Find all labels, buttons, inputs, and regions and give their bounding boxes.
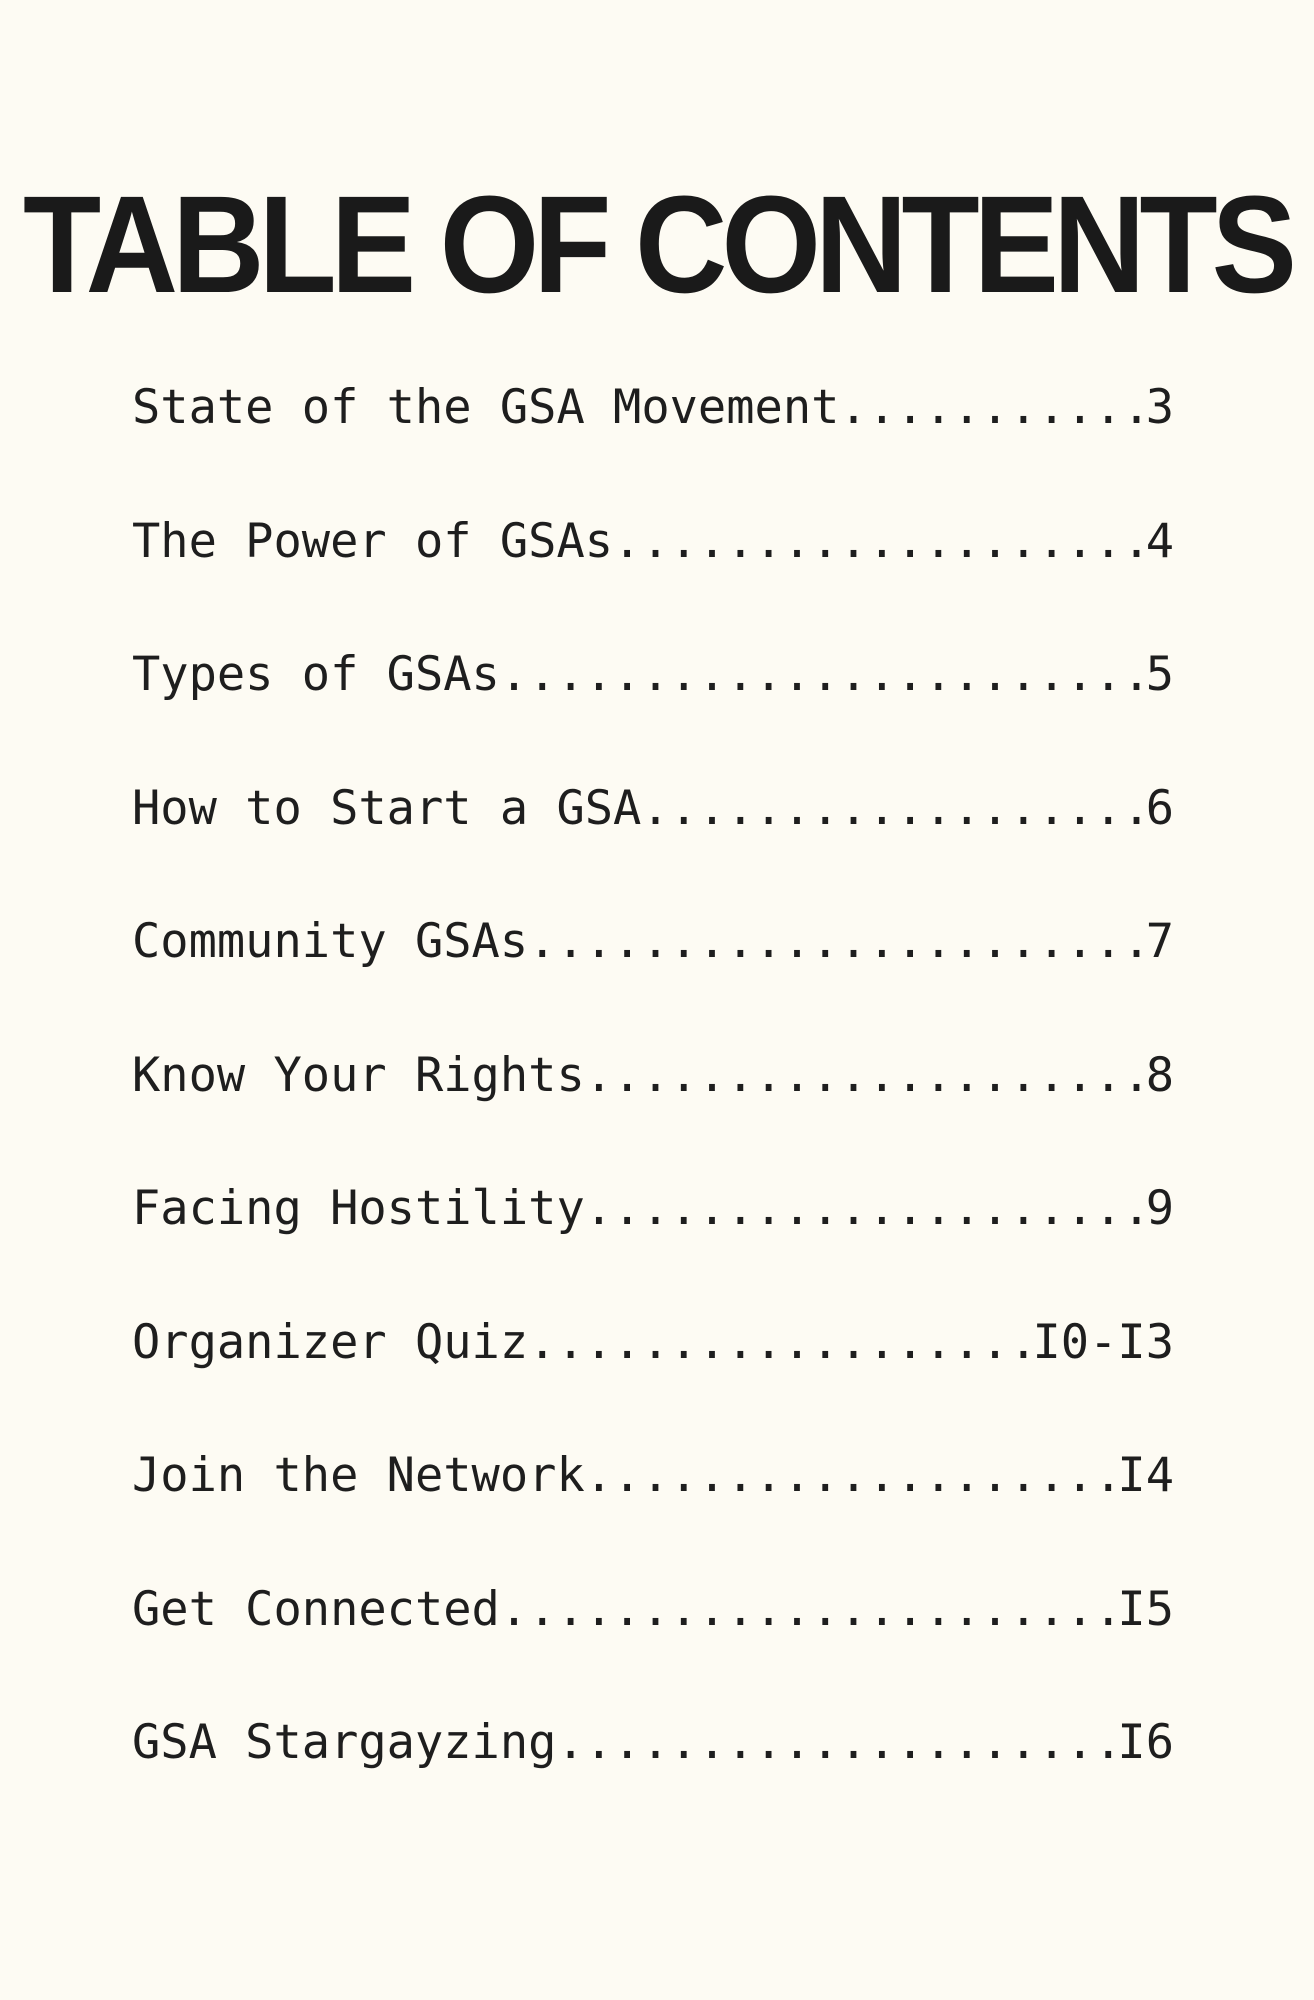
toc-entry-label: Community GSAs [132, 914, 529, 969]
toc-entry [132, 781, 1174, 915]
toc-entry-label: Get Connected [132, 1581, 500, 1637]
toc-entry [132, 1315, 1174, 1449]
toc-entry-label: GSA Stargayzing [132, 1715, 557, 1770]
toc-entry [132, 1181, 1174, 1315]
toc-entry-page: I5 [1117, 1581, 1174, 1637]
toc-entry [132, 1048, 1174, 1182]
toc-leader-dots [528, 1315, 1032, 1370]
toc-leader-dots [839, 380, 1145, 435]
toc-leader-dots [585, 1181, 1146, 1236]
toc-leader-dots [500, 647, 1146, 702]
toc-leader-dots [613, 514, 1146, 569]
toc-entry-label: Types of GSAs [132, 647, 500, 702]
toc-entry-label: The Power of GSAs [132, 513, 614, 569]
toc-leader-dots [500, 1582, 1118, 1637]
toc-entry-page: I0-I3 [1032, 1314, 1174, 1370]
toc-entry-label: Know Your Rights [132, 1047, 585, 1103]
toc-entry [132, 914, 1174, 1048]
toc-entry-page: 3 [1145, 380, 1174, 435]
toc-entry-page: 6 [1145, 780, 1174, 836]
toc-entry-page: 4 [1145, 513, 1174, 569]
toc-entry-page: I4 [1117, 1448, 1174, 1503]
toc-entry-page: 8 [1145, 1047, 1174, 1103]
toc-leader-dots [528, 914, 1146, 969]
toc-leader-dots [556, 1715, 1117, 1770]
toc-entry [132, 380, 1174, 514]
toc-leader-dots [585, 1448, 1118, 1503]
toc-entry-page: 9 [1145, 1181, 1174, 1236]
toc-entry [132, 647, 1174, 781]
toc-entry [132, 514, 1174, 648]
toc-entry-page: 7 [1145, 914, 1174, 969]
toc-entry-label: State of the GSA Movement [132, 380, 840, 435]
toc-entry-label: Facing Hostility [132, 1181, 585, 1236]
toc-entry-page: 5 [1145, 647, 1174, 702]
toc-entry-page: I6 [1117, 1715, 1174, 1770]
toc-leader-dots [585, 1048, 1146, 1103]
toc-entry-label: Join the Network [132, 1448, 585, 1503]
toc-entry [132, 1448, 1174, 1582]
toc-entry-label: How to Start a GSA [132, 780, 642, 836]
table-of-contents [132, 380, 1174, 1849]
page-title: TABLE OF CONTENTS [23, 167, 1291, 323]
toc-entry [132, 1715, 1174, 1849]
toc-entry [132, 1582, 1174, 1716]
toc-entry-label: Organizer Quiz [132, 1314, 529, 1370]
toc-leader-dots [641, 781, 1145, 836]
